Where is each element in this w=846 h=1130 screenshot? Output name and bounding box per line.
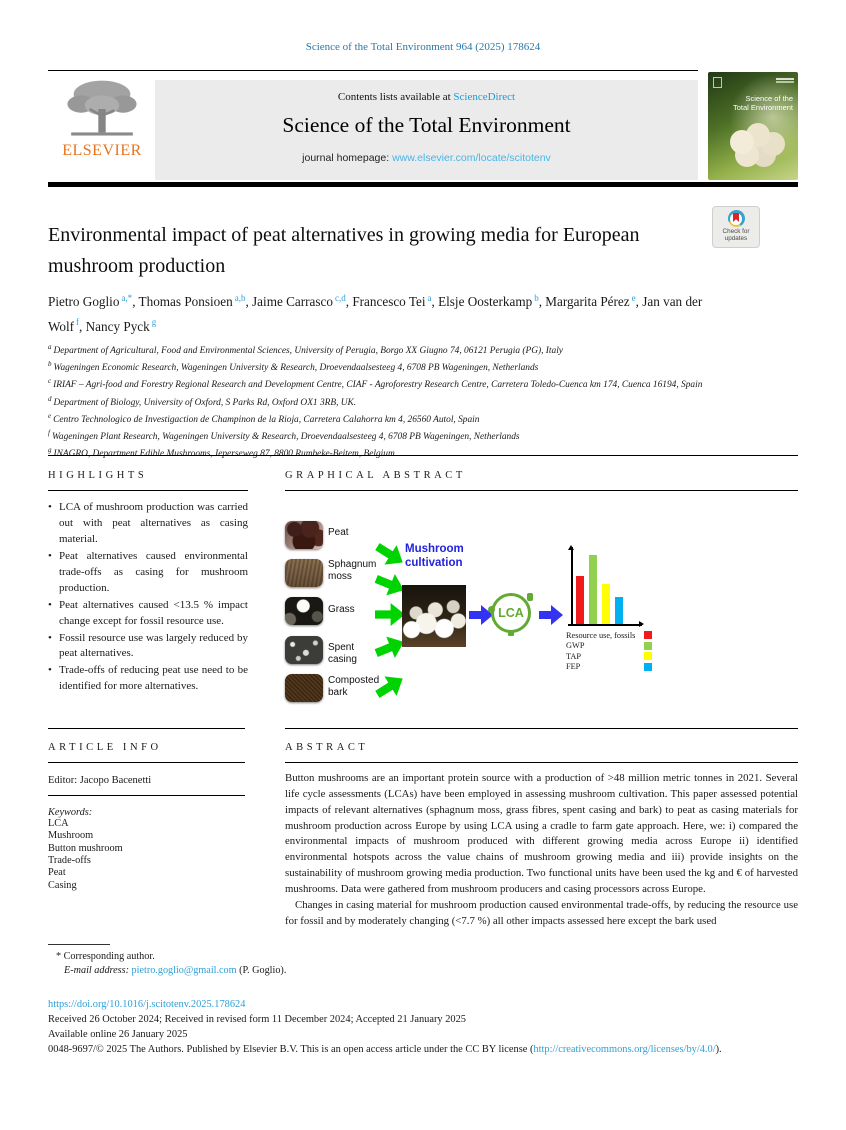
composted-bark-photo [285,674,323,702]
affiliation: $^e$ Centro Technologico de Investigaction de Champinon de la Rioja, Carretera Calahorra km 4, 26560 Autol, Spain [48,411,480,425]
received-line: Received 26 October 2024; Received in revised form 11 December 2024; Accepted 21 January 2025 [48,1014,466,1026]
corresponding-author-note: * Corresponding author. [56,951,155,962]
author-affiliation-sup[interactable]: f [76,317,80,328]
article-info-heading: ARTICLE INFO [48,742,162,753]
keyword: Peat [48,867,66,879]
legend-row [566,630,652,641]
spent-casing-photo [285,636,323,664]
graphical-abstract-figure [285,499,798,734]
chart-y-axis [571,547,573,625]
keyword: Mushroom [48,830,94,842]
abstract-heading: ABSTRACT [285,742,369,753]
highlights-section [48,470,248,696]
material-label-peat: Peat [328,527,349,538]
graphical-abstract-underline [285,490,798,491]
impact-bar [602,584,610,624]
rights-line: 0048-9697/© 2025 The Authors. Published by Elsevier B.V. This is an open access article under the CC BY license (http://creativecommons.org/licenses/by/4.0/). [48,1044,722,1056]
legend-swatch [644,663,652,671]
cover-tiny-text [776,78,794,80]
author[interactable]: Francesco Tei $^a$, [352,293,439,310]
masthead-gray-box [155,80,698,180]
affiliation: $^c$ IRIAF – Agri-food and Forestry Regional Research and Development Centre, CIAF - Agroforestry Research Centre, Carretera Toledo-Cuenca km 174, Cuenca 16194, Spain [48,377,703,391]
keywords-list [48,818,245,892]
article-title: Environmental impact of peat alternatives in growing media for European mushroom production [48,224,640,277]
keyword: Trade-offs [48,855,91,867]
editor-line: Editor: Jacopo Bacenetti [48,775,152,786]
author-affiliation-sup[interactable]: b [534,293,539,303]
legend-swatch [644,652,652,660]
footnote-rule [48,944,110,945]
author[interactable]: Thomas Ponsioen $^{a,b}$, [138,293,253,310]
author[interactable]: Jan van der Wolf $^f$, [48,294,703,334]
author[interactable]: Elsje Oosterkamp $^b$, [438,293,546,310]
keyword: LCA [48,818,69,829]
elsevier-tree-icon [65,78,139,140]
legend-label: FEP [566,662,581,672]
email-line: E-mail address: pietro.goglio@gmail.com (P. Goglio). [64,965,287,976]
journal-homepage-link[interactable]: www.elsevier.com/locate/scitotenv [392,152,551,164]
material-label-grass: Grass [328,604,355,615]
journal-citation: Science of the Total Environment 964 (2025) 178624 [305,41,541,53]
contents-line: Contents lists available at ScienceDirect [337,91,516,103]
doi-link[interactable]: https://doi.org/10.1016/j.scitotenv.2025.178624 [48,999,246,1010]
chart-legend [566,630,652,672]
journal-masthead [48,70,798,186]
abstract-section [285,728,798,930]
highlight-item: • Peat alternatives caused environmental trade-offs as casing for mushroom production. [48,549,248,597]
masthead-top-rule [48,70,698,71]
author-affiliation-sup[interactable]: a,b [234,293,246,303]
legend-swatch [644,631,652,639]
legend-row [566,651,652,662]
legend-row [566,641,652,652]
material-label-composted-bark: Composted bark [328,675,380,698]
material-label-spent-casing: Spent casing [328,642,357,665]
impact-bar [576,576,584,624]
masthead-bottom-bar [48,182,798,187]
mushroom-cultivation-label: Mushroom cultivation [405,543,464,569]
check-updates-label: Check for updates [722,228,750,243]
author[interactable]: Nancy Pyck $^g$ [85,317,157,334]
highlight-item: • Fossil resource use was largely reduced by peat alternatives. [48,631,248,663]
highlight-item: • Trade-offs of reducing peat use need to be identified for more alternatives. [48,663,248,695]
affiliation: $^f$ Wageningen Plant Research, Wageningen University & Research, Droevendaalsesteeg 4, 6708 PB Wageningen, Netherlands [48,428,520,442]
graphical-abstract-section [285,470,798,734]
sciencedirect-link[interactable]: ScienceDirect [453,91,516,103]
author-list [48,290,718,338]
chart-x-axis [568,624,642,626]
material-label-sphagnum: Sphagnum moss [328,559,377,582]
abstract-paragraph-1: Button mushrooms are an important protein source with a production of >48 million metric tonnes in 2021. Several life cycle assessments (LCAs) have been employed in assessing mushroom cultivation. This paper assessed potential impacts of relevant alternatives (sphagnum moss, grass fibres, spent casing and bark) to peat as casing materials for mushroom production across Europe by using LCA using a cradle to farm gate approach. Here, we: i) compared the environmental impacts of mushroom produced with different growing media across Europe ii) identified environmental hotspots across the value chains of mushroom growing media and iii) provide insights on the sustainability of mushroom growing media production. Two functional units have been used the kg and € of harvested mushrooms. Data were gathered from mushroom producers and casing processors across Europe. [285,772,798,896]
author-affiliation-sup[interactable]: c,d [334,293,346,303]
impact-bar-chart [576,555,623,624]
check-for-updates-badge[interactable] [712,206,760,248]
grass-photo [285,597,323,625]
bookmark-ribbon-icon [733,213,739,222]
keywords-label: Keywords: [48,807,93,818]
cover-title: Science of the Total Environment [732,94,793,112]
highlight-item: • LCA of mushroom production was carried out with peat alternatives as casing material. [48,500,248,548]
author-affiliation-sup[interactable]: e [631,293,636,303]
sphagnum-moss-photo [285,559,323,587]
blue-arrow-icon [539,605,563,625]
affiliation: $^b$ Wageningen Economic Research, Wageningen University & Research, Droevendaalsesteeg 4, 6708 PB Wageningen, Netherlands [48,360,539,374]
affiliation-list [48,342,774,462]
lca-leaf-icon [508,630,514,636]
check-updates-icon [728,210,745,227]
author-affiliation-sup[interactable]: g [151,317,157,328]
journal-title: Science of the Total Environment [282,113,571,137]
article-info-section [48,728,245,892]
keyword: Casing [48,879,77,891]
abstract-underline [285,762,798,763]
impact-bar [615,597,623,624]
affiliation: $^a$ Department of Agricultural, Food and Environmental Sciences, University of Perugia, Borgo XX Giugno 74, 06121 Perugia (PG), Italy [48,343,563,357]
author-affiliation-sup[interactable]: a,* [121,293,133,303]
elsevier-logo[interactable] [50,78,154,160]
cover-logo-mark [713,77,722,88]
author[interactable]: Jaime Carrasco $^{c,d}$, [252,293,353,310]
author-affiliation-sup[interactable]: a [427,293,432,303]
author[interactable]: Margarita Pérez $^e$, [545,293,643,310]
legend-label: GWP [566,641,585,651]
editor-underline [48,795,245,796]
available-online-line: Available online 26 January 2025 [48,1029,188,1041]
legend-swatch [644,642,652,650]
legend-label: TAP [566,651,582,661]
lca-logo: LCA [491,593,531,633]
legend-label: Resource use, fossils [566,630,636,640]
abstract-paragraph-2: Changes in casing material for mushroom production caused environmental trade-offs, by reducing the resource use for fossil and by moderately changing (<7.7 %) all other impacts assessed here except the bark used [285,898,798,927]
graphical-abstract-heading: GRAPHICAL ABSTRACT [285,470,466,481]
highlight-item: • Peat alternatives caused <13.5 % impact change except for fossil resource use. [48,598,248,630]
highlights-list [48,500,248,695]
highlights-heading: HIGHLIGHTS [48,470,148,481]
mushroom-cultivation-photo [402,585,466,647]
publication-details [48,997,798,1057]
elsevier-wordmark: ELSEVIER [62,142,142,159]
footnote-block [48,944,788,976]
journal-cover-thumbnail[interactable] [708,72,798,180]
highlights-underline [48,490,248,491]
impact-bar [589,555,597,624]
homepage-line: journal homepage: www.elsevier.com/locate/scitotenv [302,152,551,164]
keyword: Button mushroom [48,842,123,854]
author[interactable]: Pietro Goglio $^{a,*}$, [48,293,139,310]
email-link[interactable]: pietro.goglio@gmail.com [131,965,237,976]
cc-license-link[interactable]: http://creativecommons.org/licenses/by/4.0/ [533,1044,716,1056]
legend-row [566,662,652,673]
affiliation: $^d$ Department of Biology, University of Oxford, S Parks Rd, Oxford OX1 3RB, UK. [48,394,357,408]
section-divider [48,455,798,456]
affiliation: $^g$ INAGRO, Department Edible Mushrooms, Ieperseweg 87, 8800 Rumbeke-Beitem, Belgium [48,446,395,460]
article-info-underline [48,762,245,763]
cover-flower-graphic [730,130,754,154]
peat-photo [285,521,323,549]
